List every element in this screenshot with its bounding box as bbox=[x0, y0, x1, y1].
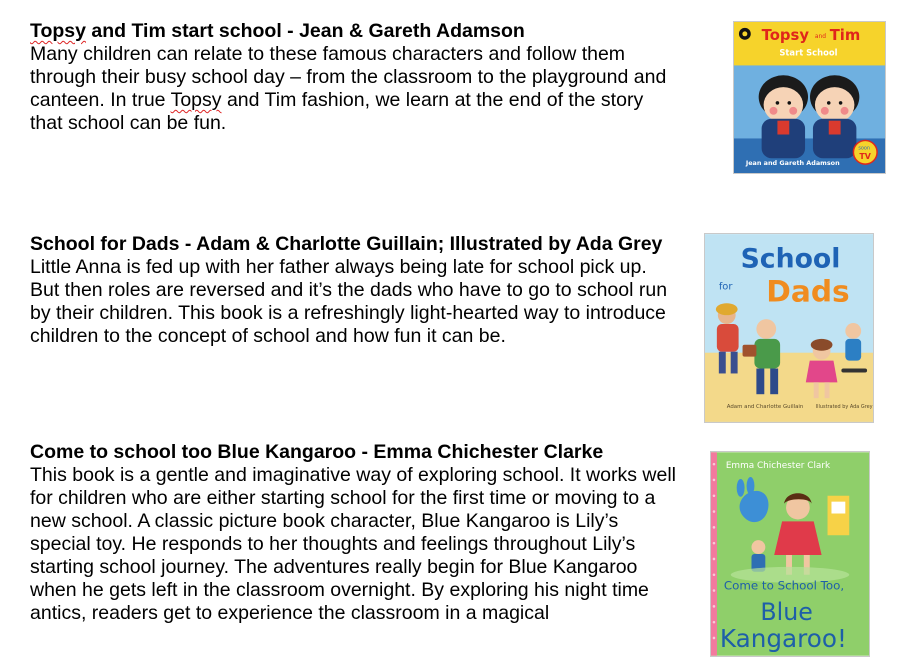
spellcheck-word: Topsy bbox=[170, 89, 222, 111]
book-cover-school-for-dads bbox=[704, 233, 874, 423]
cover-authors: Jean and Gareth Adamson bbox=[745, 159, 840, 168]
cover-badge-top: soon bbox=[858, 145, 871, 152]
description-part: and Tim fashion, we learn at the end of the story that school can be fun. bbox=[30, 89, 644, 134]
cover-badge-bottom: TV bbox=[859, 152, 871, 162]
cover-authors-right: Illustrated by Ada Grey bbox=[815, 404, 873, 411]
book-title-rest: and Tim start school - Jean & Gareth Adamson bbox=[85, 20, 525, 42]
book-description: This book is a gentle and imaginative way of exploring school. It works well for children who are either starting school for the first time or moving to a new school. A classic picture book character, Blue Kangaroo is Lily’s special toy. He responds to her thoughts and feelings throughout Lily’s starting school journey. The adventures really begin for Blue Kangaroo when he gets left in the classroom overnight. By exploring his night time antics, readers get to experience the classroom in a magical bbox=[30, 464, 676, 624]
cover-author: Emma Chichester Clark bbox=[725, 461, 831, 472]
cover-title-line3: Kangaroo! bbox=[719, 623, 847, 653]
book-title: School for Dads - Adam & Charlotte Guillain; Illustrated by Ada Grey bbox=[30, 233, 663, 255]
book-title bbox=[30, 20, 680, 43]
cover-title-topsy: Topsy bbox=[761, 26, 809, 44]
book-description bbox=[30, 43, 680, 135]
book-entry-school-for-dads bbox=[30, 233, 680, 348]
cover-title-tim: Tim bbox=[829, 26, 861, 44]
book-cover-topsy-tim bbox=[733, 21, 886, 174]
cover-title-dads: Dads bbox=[766, 273, 850, 309]
book-description: Little Anna is fed up with her father always being late for school pick up. But then roles are reversed and it’s the dads who have to go to school run by their children. This book is a refreshingly light-hearted way to introduce children to the concept of school and how fun it can be. bbox=[30, 256, 668, 347]
cover-title-line2: Blue bbox=[760, 598, 813, 627]
book-entry-topsy-tim bbox=[30, 20, 680, 135]
description-part: Many children can relate to these famous characters and follow them through their busy school day – from the classroom to the playground and canteen. In true bbox=[30, 43, 667, 111]
cover-title-for: for bbox=[718, 281, 733, 293]
cover-title-and: and bbox=[814, 33, 827, 40]
cover-title-line1: Come to School Too, bbox=[723, 578, 845, 593]
cover-title-school: School bbox=[740, 243, 841, 275]
boy-illustration bbox=[751, 540, 765, 572]
cover-subtitle: Start School bbox=[779, 47, 838, 58]
cover-authors-left: Adam and Charlotte Guillain bbox=[726, 404, 804, 411]
book-title: Come to school too Blue Kangaroo - Emma Chichester Clarke bbox=[30, 441, 604, 463]
book-entry-blue-kangaroo bbox=[30, 441, 680, 625]
spellcheck-word: Topsy bbox=[30, 20, 86, 42]
door-illustration bbox=[828, 496, 850, 536]
book-cover-blue-kangaroo bbox=[710, 451, 870, 657]
